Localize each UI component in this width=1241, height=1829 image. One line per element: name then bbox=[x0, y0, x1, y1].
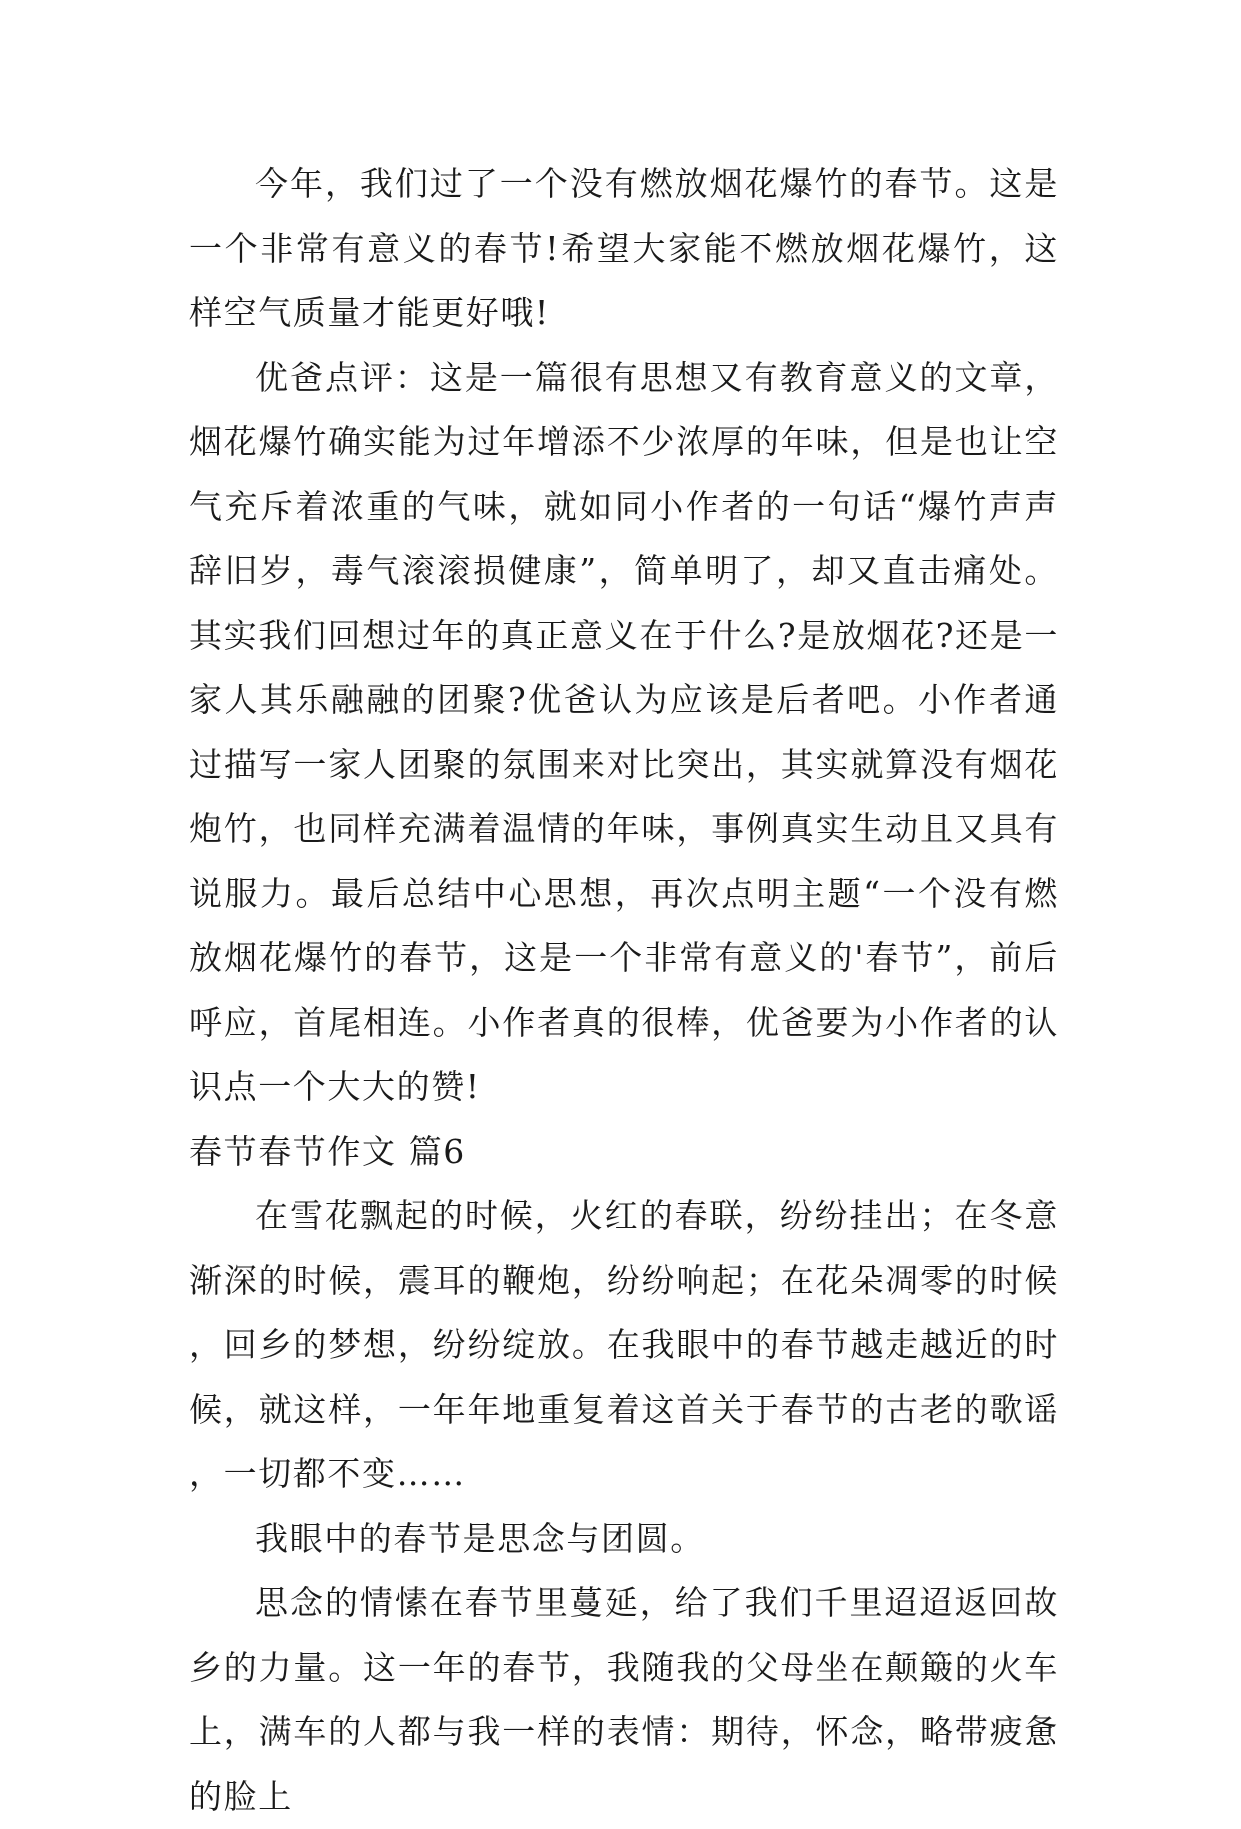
paragraph-missing-and-reunion: 我眼中的春节是思念与团圆。 bbox=[255, 1518, 705, 1558]
paragraph-train-journey: 思念的情愫在春节里蔓延，给了我们千里迢迢返回故乡的力量。这一年的春节，我随我的父母坐在颠簸的火车上，满车的人都与我一样的表情：期待，怀念，略带疲惫的脸上 bbox=[189, 1583, 1059, 1816]
paragraph-snow-and-couplets: 在雪花飘起的时候，火红的春联，纷纷挂出；在冬意渐深的时候，震耳的鞭炮，纷纷响起；在花朵凋零的时候，回乡的梦想，纷纷绽放。在我眼中的春节越走越近的时候，就这样，一年年地重复着这首关于春节的古老的歌谣，一切都不变…… bbox=[189, 1196, 1059, 1493]
document-body bbox=[189, 152, 1059, 1829]
paragraph-dad-review: 优爸点评：这是一篇很有思想又有教育意义的文章，烟花爆竹确实能为过年增添不少浓厚的年味，但是也让空气充斥着浓重的气味，就如同小作者的一句话“爆竹声声辞旧岁，毒气滚滚损健康”，简单明了，却又直击痛处。其实我们回想过年的真正意义在于什么?是放烟花?还是一家人其乐融融的团聚?优爸认为应该是后者吧。小作者通过描写一家人团聚的氛围来对比突出，其实就算没有烟花炮竹，也同样充满着温情的年味，事例真实生动且又具有说服力。最后总结中心思想，再次点明主题“一个没有燃放烟花爆竹的春节，这是一个非常有意义的'春节”，前后呼应，首尾相连。小作者真的很棒，优爸要为小作者的认识点一个大大的赞! bbox=[189, 357, 1059, 1106]
paragraph-spring-festival-no-fireworks: 今年，我们过了一个没有燃放烟花爆竹的春节。这是一个非常有意义的春节!希望大家能不燃放烟花爆竹，这样空气质量才能更好哦! bbox=[189, 164, 1059, 332]
section-title: 春节春节作文 篇6 bbox=[189, 1131, 466, 1171]
